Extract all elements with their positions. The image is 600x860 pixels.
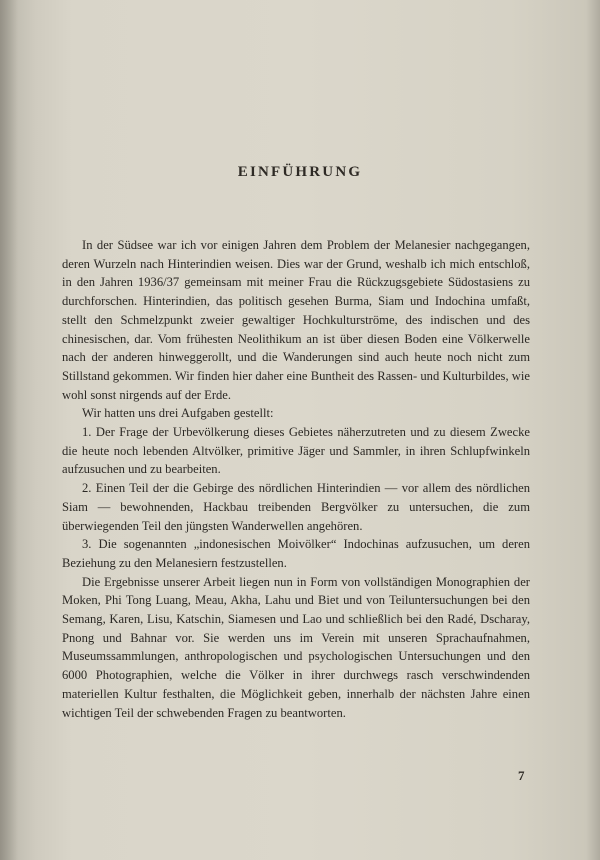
paragraph-tasks-heading: Wir hatten uns drei Aufgaben gestellt: bbox=[82, 406, 274, 421]
paragraph-task-1: 1. Der Frage der Urbevölkerung dieses Gebietes näherzutreten und zu diesem Zwecke die heute noch lebenden Altvölker, primitive Jäger und Sammler, in ihren Schlupfwinkeln aufzusuchen und zu bearbeiten. bbox=[62, 425, 530, 477]
paragraph-task-3: 3. Die sogenannten „indonesischen Moivölker“ Indochinas aufzusuchen, um deren Beziehung zu den Melanesiern festzustellen. bbox=[62, 537, 530, 570]
paragraph-task-2: 2. Einen Teil der die Gebirge des nördlichen Hinterindien — vor allem des nördlichen Siam — bewohnenden, Hackbau treibenden Bergvölker zu untersuchen, die zum überwiegenden Teil den jüngsten Wanderwellen angehören. bbox=[62, 481, 530, 533]
page-edge-shadow-left bbox=[0, 0, 18, 860]
paragraph-results: Die Ergebnisse unserer Arbeit liegen nun in Form von vollständigen Monographien der Moken, Phi Tong Luang, Meau, Akha, Lahu und Biet und von Teiluntersuchungen bei den Semang, Karen, Lisu, Katschin, Siamesen und Lao und schließlich bei den Radé, Dscharay, Pnong und Bahnar vor. Sie werden uns im Verein mit unseren Sprachaufnahmen, Museumssammlungen, anthropologischen und psychologischen Untersuchungen und den 6000 Photographien, welche die Völker in ihrer durchwegs rasch verschwindenden materiellen Kultur festhalten, die Möglichkeit geben, innerhalb der nächsten Jahre einen wichtigen Teil der schwebenden Fragen zu beantworten. bbox=[62, 574, 530, 720]
page-title: EINFÜHRUNG bbox=[237, 164, 363, 180]
paragraph-intro: In der Südsee war ich vor einigen Jahren dem Problem der Melanesier nachgegangen, deren Wurzeln nach Hinterindien weisen. Dies war der Grund, weshalb ich mich entschloß, in den Jahren 1936/37 gemeinsam mit meiner Frau die Rückzugsgebiete Südostasiens zu durchforschen. Hinterindien, das politisch gesehen Burma, Siam und Indochina umfaßt, stellt den Schmelzpunkt zweier gewaltiger Hochkulturströme, des indischen und des chinesischen, dar. Vom frühesten Neolithikum an ist über diesen Boden eine Völkerwelle nach der anderen hinweggerollt, und die Wanderungen sind auch heute noch nicht zum Stillstand gekommen. Wir finden hier daher eine Buntheit des Rassen- und Kulturbildes, wie wohl sonst nirgends auf der Erde. bbox=[62, 238, 530, 402]
page-number: 7 bbox=[518, 768, 525, 783]
text-body bbox=[62, 236, 530, 722]
page-edge-shadow-right bbox=[586, 0, 600, 860]
